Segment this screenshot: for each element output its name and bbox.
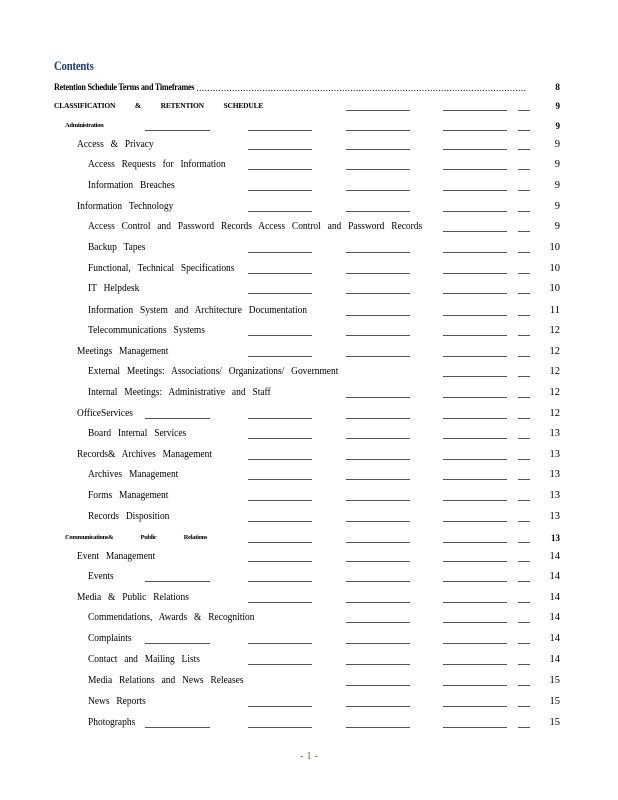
toc-entry[interactable] — [88, 304, 560, 318]
toc-entry[interactable] — [65, 531, 560, 545]
leader-line — [346, 561, 410, 562]
toc-entry-label: News Reports — [88, 696, 146, 707]
toc-entry-label: Event Management — [77, 551, 156, 562]
leader-line — [443, 231, 507, 232]
toc-entry[interactable] — [88, 674, 560, 688]
toc-entry-label: Functional, Technical Specifications — [88, 263, 235, 274]
leader-line — [518, 110, 530, 111]
toc-entry-page-number: 9 — [554, 221, 560, 232]
toc-entry-page-number: 14 — [549, 633, 560, 644]
leader-line — [248, 561, 312, 562]
toc-entry[interactable] — [88, 632, 560, 646]
toc-entry-label: Contact and Mailing Lists — [88, 654, 200, 665]
toc-entry-label: Commendations, Awards & Recognition — [88, 612, 255, 623]
toc-entry-page-number: 15 — [549, 696, 560, 707]
leader-line — [145, 130, 210, 131]
toc-entry-label: Information System and Architecture Documentation — [88, 305, 308, 316]
leader-line — [145, 643, 210, 644]
toc-entry[interactable] — [77, 407, 560, 421]
toc-entry[interactable] — [77, 345, 560, 359]
toc-entry-label: Communications& Public Relations — [65, 534, 208, 541]
leader-line — [443, 706, 507, 707]
toc-entry-page-number: 9 — [554, 180, 560, 191]
toc-entry-page-number: 10 — [549, 283, 560, 294]
leader-line — [518, 664, 530, 665]
toc-entry-label: Backup Tapes — [88, 242, 146, 253]
toc-entry-page-number: 13 — [551, 533, 560, 543]
leader-line — [518, 479, 530, 480]
leader-line — [346, 335, 410, 336]
toc-entry-page-number: 13 — [549, 511, 560, 522]
toc-entry[interactable] — [88, 262, 560, 276]
leader-line — [346, 418, 410, 419]
leader-line — [443, 643, 507, 644]
leader-line — [443, 521, 507, 522]
leader-line — [443, 169, 507, 170]
toc-entry[interactable] — [88, 489, 560, 503]
toc-entry[interactable] — [88, 611, 560, 625]
leader-line — [518, 130, 530, 131]
leader-line — [443, 190, 507, 191]
leader-line — [518, 622, 530, 623]
leader-line — [145, 581, 210, 582]
toc-entry-label: Access Requests for Information — [88, 159, 226, 170]
leader-line — [518, 335, 530, 336]
leader-line — [145, 727, 210, 728]
leader-line — [248, 500, 312, 501]
leader-line — [248, 521, 312, 522]
toc-entry[interactable] — [88, 324, 560, 338]
toc-entry-page-number: 15 — [549, 717, 560, 728]
toc-entry-page-number: 12 — [549, 366, 560, 377]
leader-line — [248, 252, 312, 253]
leader-line — [518, 273, 530, 274]
toc-entry[interactable] — [65, 119, 560, 133]
leader-line — [443, 500, 507, 501]
leader-line — [443, 149, 507, 150]
leader-line — [346, 273, 410, 274]
leader-line — [443, 252, 507, 253]
leader-line — [443, 561, 507, 562]
toc-heading: Contents — [54, 58, 94, 73]
leader-line — [346, 500, 410, 501]
leader-line — [518, 581, 530, 582]
leader-line — [346, 602, 410, 603]
toc-entry-page-number: 15 — [549, 675, 560, 686]
toc-entry[interactable] — [77, 138, 560, 152]
toc-entry-label: Photographs — [88, 717, 136, 728]
leader-line — [518, 459, 530, 460]
toc-entry-label: Records Disposition — [88, 511, 170, 522]
leader-line — [346, 459, 410, 460]
toc-entry[interactable] — [88, 570, 560, 584]
toc-entry-label: OfficeServices — [77, 408, 133, 419]
leader-line — [518, 418, 530, 419]
toc-entry[interactable] — [88, 427, 560, 441]
toc-entry-label: Information Technology — [77, 201, 174, 212]
toc-entry[interactable] — [77, 591, 560, 605]
leader-line — [443, 273, 507, 274]
leader-line — [443, 581, 507, 582]
leader-line — [346, 356, 410, 357]
leader-line — [248, 706, 312, 707]
toc-entry-page-number: 14 — [549, 551, 560, 562]
toc-entry[interactable] — [88, 386, 560, 400]
leader-line — [248, 293, 312, 294]
toc-entry-page-number: 12 — [549, 408, 560, 419]
leader-line — [443, 459, 507, 460]
toc-entry-page-number: 13 — [549, 469, 560, 480]
leader-line — [518, 356, 530, 357]
leader-line — [346, 479, 410, 480]
leader-line — [248, 169, 312, 170]
toc-entry-page-number: 14 — [549, 592, 560, 603]
toc-entry[interactable] — [88, 179, 560, 193]
leader-line — [248, 438, 312, 439]
toc-entry-page-number: 10 — [549, 263, 560, 274]
toc-entry-label: Access & Privacy — [77, 139, 154, 150]
toc-entry[interactable] — [88, 716, 560, 730]
toc-entry[interactable] — [54, 99, 560, 113]
leader-line — [248, 542, 312, 543]
leader-line — [346, 581, 410, 582]
leader-line — [443, 438, 507, 439]
toc-entry-label: CLASSIFICATION & RETENTION SCHEDULE — [54, 101, 264, 110]
toc-entry-label: Media & Public Relations — [77, 592, 189, 603]
leader-line — [443, 727, 507, 728]
leader-line — [518, 706, 530, 707]
toc-entry-label: Board Internal Services — [88, 428, 187, 439]
leader-line — [518, 169, 530, 170]
leader-line — [248, 190, 312, 191]
leader-line — [346, 149, 410, 150]
toc-entry-page-number: 10 — [549, 242, 560, 253]
leader-line — [248, 130, 312, 131]
leader-line — [248, 581, 312, 582]
toc-entry-page-number: 14 — [549, 612, 560, 623]
leader-line — [443, 293, 507, 294]
leader-line — [443, 479, 507, 480]
toc-entry[interactable] — [88, 468, 560, 482]
leader-line — [518, 643, 530, 644]
toc-entry-page-number: 9 — [554, 201, 560, 212]
toc-entry-label: Internal Meetings: Administrative and Staff — [88, 387, 271, 398]
toc-entry[interactable] — [88, 282, 560, 296]
toc-entry[interactable] — [77, 448, 560, 462]
leader-line — [518, 211, 530, 212]
leader-line — [518, 315, 530, 316]
toc-entry[interactable] — [88, 653, 560, 667]
toc-entry-page-number: 11 — [549, 305, 560, 316]
toc-entry-label: Information Breaches — [88, 180, 175, 191]
leader-line — [248, 643, 312, 644]
leader-line — [518, 685, 530, 686]
leader-line — [248, 273, 312, 274]
leader-line — [518, 293, 530, 294]
toc-entry-label: External Meetings: Associations/ Organizations/ Government — [88, 366, 339, 377]
leader-line — [248, 418, 312, 419]
toc-entry-page-number: 9 — [555, 101, 560, 111]
toc-entry-label: Access Control and Password Records Access Control and Password Records — [88, 221, 423, 232]
toc-entry-page-number: 13 — [549, 490, 560, 501]
leader-line — [518, 397, 530, 398]
leader-line — [346, 190, 410, 191]
toc-entry-page-number: 12 — [549, 346, 560, 357]
leader-line — [443, 130, 507, 131]
leader-line — [443, 110, 507, 111]
toc-entry-page-number: 13 — [549, 449, 560, 460]
leader-line — [346, 727, 410, 728]
leader-line — [248, 335, 312, 336]
toc-entry-page-number: 9 — [554, 139, 560, 150]
leader-line — [346, 130, 410, 131]
leader-line — [346, 685, 410, 686]
leader-line — [443, 664, 507, 665]
leader-line — [443, 335, 507, 336]
leader-line — [443, 211, 507, 212]
toc-entry-label: Retention Schedule Terms and Timeframes — [54, 83, 195, 93]
leader-line — [518, 602, 530, 603]
page-number-footer: - 1 - — [299, 750, 319, 762]
toc-entry-page-number: 14 — [549, 654, 560, 665]
leader-line — [346, 664, 410, 665]
toc-entry-page-number: 9 — [554, 159, 560, 170]
leader-line — [518, 561, 530, 562]
leader-line — [346, 438, 410, 439]
leader-line — [346, 315, 410, 316]
leader-line — [346, 643, 410, 644]
leader-line — [346, 169, 410, 170]
toc-entry[interactable] — [54, 81, 560, 95]
leader-line — [443, 376, 507, 377]
leader-line — [518, 521, 530, 522]
toc-entry[interactable] — [88, 158, 560, 172]
toc-entry[interactable] — [88, 241, 560, 255]
leader-line — [145, 418, 210, 419]
toc-entry-label: Forms Management — [88, 490, 169, 501]
leader-line — [248, 602, 312, 603]
leader-line — [443, 685, 507, 686]
leader-line — [443, 356, 507, 357]
leader-line — [346, 110, 410, 111]
leader-line — [443, 397, 507, 398]
leader-line — [248, 479, 312, 480]
toc-entry[interactable] — [88, 695, 560, 709]
toc-entry-label: Telecommunications Systems — [88, 325, 205, 336]
leader-line — [248, 356, 312, 357]
toc-entry-label: Media Relations and News Releases — [88, 675, 244, 686]
toc-entry-label: Administration — [65, 122, 104, 129]
leader-line — [346, 706, 410, 707]
leader-line — [518, 231, 530, 232]
toc-entry-label: Events — [88, 571, 114, 582]
toc-entry-label: Complaints — [88, 633, 132, 644]
leader-line — [248, 149, 312, 150]
toc-entry[interactable] — [88, 220, 560, 234]
leader-dots: ........................................................................................................................ — [196, 83, 527, 93]
leader-line — [443, 418, 507, 419]
toc-entry-page-number: 14 — [549, 571, 560, 582]
leader-line — [443, 622, 507, 623]
leader-line — [346, 252, 410, 253]
toc-entry[interactable] — [77, 550, 560, 564]
leader-line — [248, 727, 312, 728]
leader-line — [248, 211, 312, 212]
toc-entry-page-number: 12 — [549, 325, 560, 336]
toc-entry-page-number: 12 — [549, 387, 560, 398]
toc-entry[interactable] — [88, 365, 560, 379]
toc-entry-label: Records& Archives Management — [77, 449, 212, 460]
leader-line — [248, 664, 312, 665]
toc-entry-page-number: 9 — [555, 121, 560, 131]
leader-line — [518, 376, 530, 377]
leader-line — [443, 315, 507, 316]
leader-line — [346, 542, 410, 543]
leader-line — [346, 521, 410, 522]
leader-line — [518, 500, 530, 501]
leader-line — [248, 459, 312, 460]
leader-line — [346, 622, 410, 623]
leader-line — [518, 438, 530, 439]
toc-entry-label: Archives Management — [88, 469, 179, 480]
leader-line — [518, 190, 530, 191]
leader-line — [518, 542, 530, 543]
toc-entry-label: IT Helpdesk — [88, 283, 140, 294]
leader-line — [346, 397, 410, 398]
leader-line — [518, 727, 530, 728]
leader-line — [518, 149, 530, 150]
toc-entry[interactable] — [88, 510, 560, 524]
leader-line — [443, 602, 507, 603]
leader-line — [346, 211, 410, 212]
toc-entry-label: Meetings Management — [77, 346, 169, 357]
leader-line — [346, 293, 410, 294]
toc-entry[interactable] — [77, 200, 560, 214]
leader-line — [518, 252, 530, 253]
toc-entry-page-number: 8 — [555, 83, 560, 93]
leader-line — [443, 542, 507, 543]
toc-entry-page-number: 13 — [549, 428, 560, 439]
